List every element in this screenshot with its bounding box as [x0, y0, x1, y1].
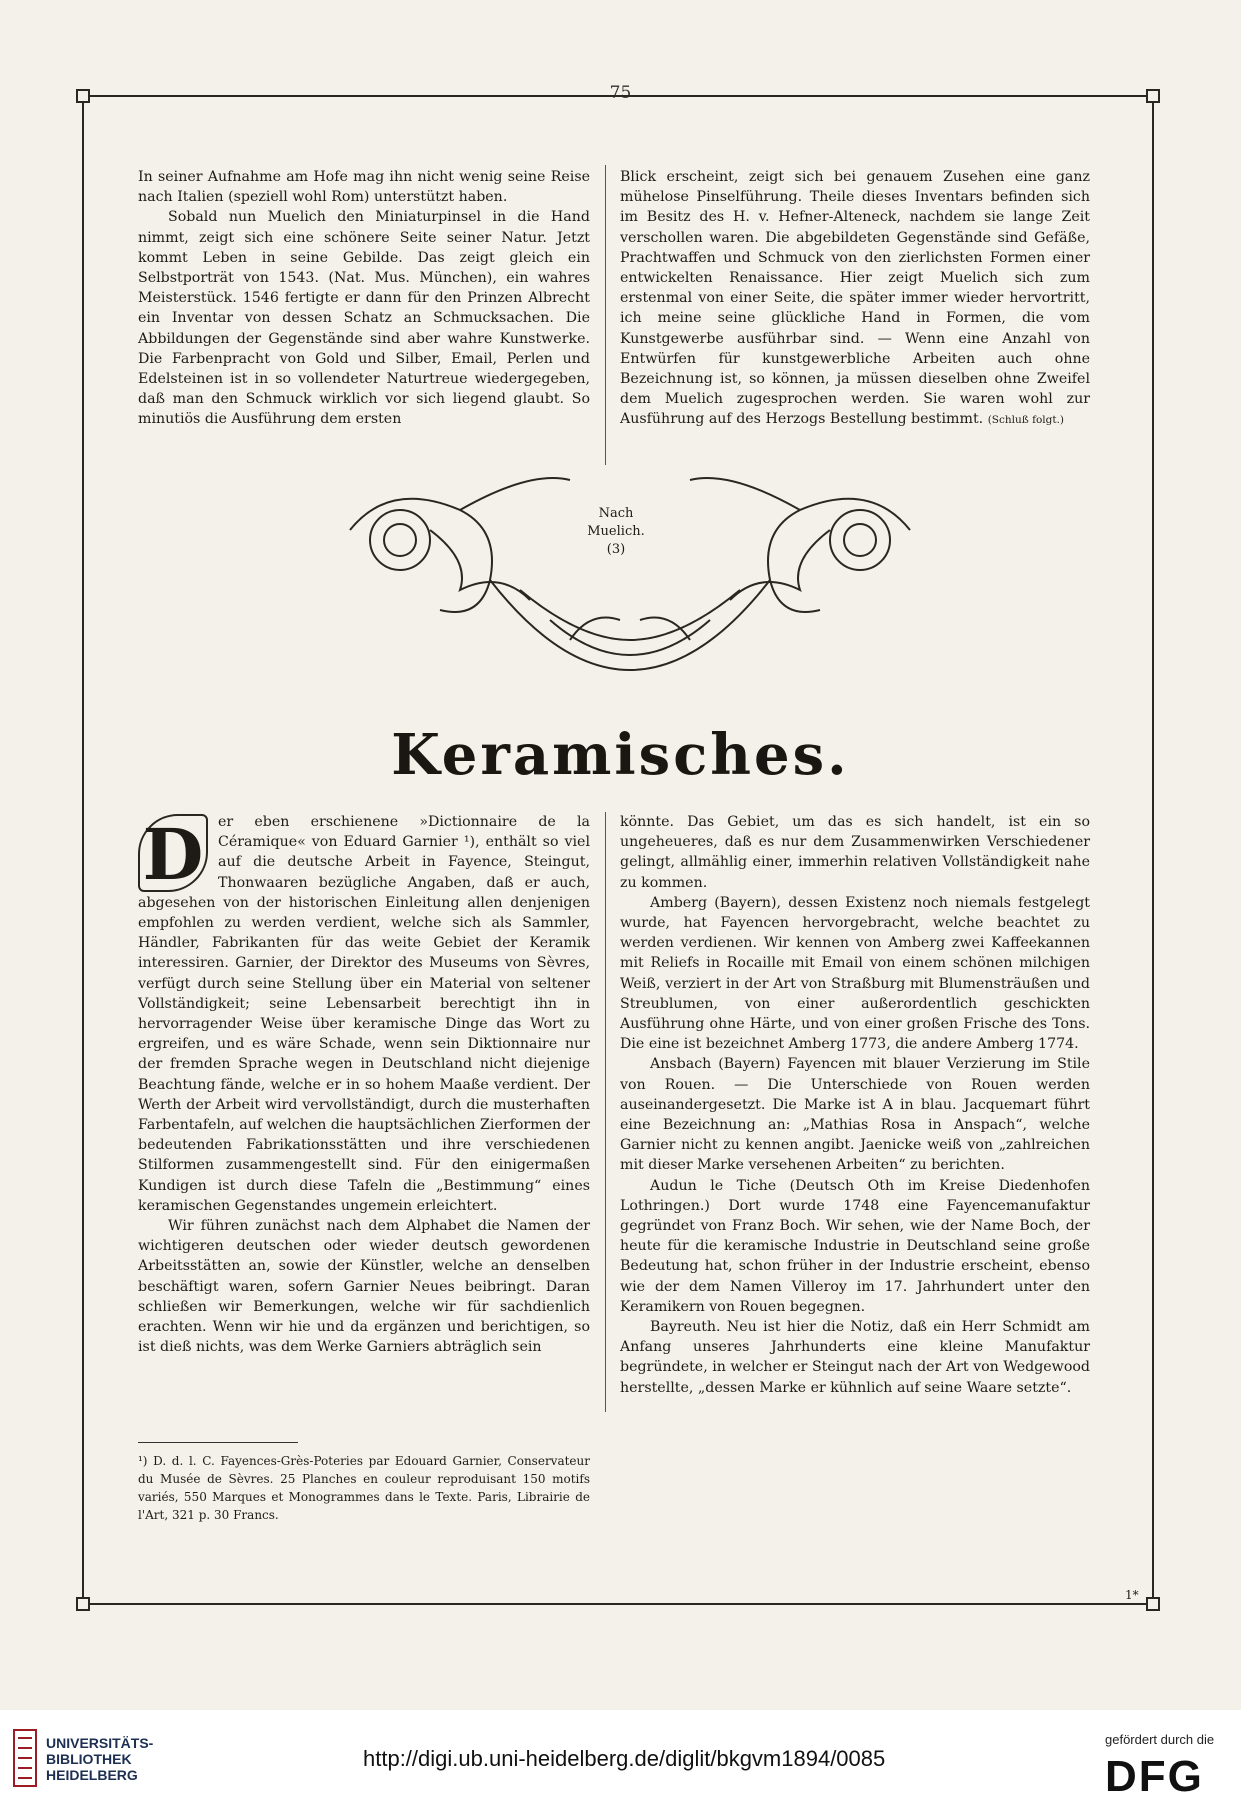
paragraph: [620, 167, 1090, 431]
ornament-illustration: [330, 470, 930, 680]
frame-corner-ornament: [1146, 1597, 1160, 1611]
paragraph: Amberg (Bayern), dessen Existenz noch niemals festgelegt wurde, hat Fayencen hervorgebracht, welche beachtet zu werden verdienen. Wir kennen von Amberg zwei Kaffeekannen mit Reliefs in Rocaille mit Email von einem schönen milchigen Weiß, verziert in der Art von Straßburg mit Blumensträußen und Streublumen, von einer außerordentlich geschickten Ausführung ohne Härte, und von einer großen Frische des Tons. Die eine ist bezeichnet Amberg 1773, die andere Amberg 1774.: [620, 894, 1090, 1053]
paragraph: Sobald nun Muelich den Miniaturpinsel in die Hand nimmt, zeigt sich eine schönere Seite seiner Natur. Jetzt kommt Leben in seine Gebilde. Das zeigt gleich ein Selbstporträt von 1543. (Nat. Mus. München), ein wahres Meisterstück. 1546 fertigte er dann für den Prinzen Albrecht ein Inventar von dessen Schatz an Schmucksachen. Die Abbildungen der Gegenstände sind aber wahre Kunstwerke. Die Farbenpracht von Gold und Silber, Email, Perlen und Edelsteinen ist in so vollendeter Naturtreue wiedergegeben, daß man den Schmuck wirklich vor sich liegend glaubt. So minutiös die Ausführung dem ersten: [138, 209, 590, 428]
footnote-rule: [138, 1442, 298, 1443]
paragraph: [138, 812, 590, 1216]
page-number: 75: [609, 83, 632, 103]
dropcap: D: [138, 814, 208, 892]
bottom-left-column: [138, 812, 590, 1357]
caption-line: Muelich.: [587, 524, 645, 539]
institution-name: [46, 1735, 153, 1783]
paragraph: Audun le Tiche (Deutsch Oth im Kreise Diedenhofen Lothringen.) Dort wurde 1748 eine Fayencemanufaktur gegründet von Franz Boch. Wir sehen, wie der Name Boch, der heute für die keramische Industrie in Deutschland seine große Bedeutung hat, schon früher in der Industrie erscheint, ebenso wie der dem Namen Villeroy im 17. Jahrhundert unter den Keramikern von Rouen begegnen.: [620, 1177, 1090, 1315]
paragraph: könnte. Das Gebiet, um das es sich handelt, ist ein so ungeheueres, daß es nur dem Zusammenwirken Verschiedener gelingt, allmählig einer, immerhin relativen Vollständigkeit nahe zu kommen.: [620, 814, 1090, 891]
top-right-column: [620, 167, 1090, 431]
footer-bar: [0, 1710, 1241, 1810]
frame-corner-ornament: [76, 89, 90, 103]
paragraph: Bayreuth. Neu ist hier die Notiz, daß ein Herr Schmidt am Anfang unseres Jahrhunderts eine kleine Manufaktur begründete, in welcher er Steingut nach der Art von Wedgewood herstellte, „dessen Marke er kühnlich auf seine Waare setzte“.: [620, 1319, 1090, 1396]
top-left-column: [138, 167, 590, 430]
dfg-logo: DFG: [1105, 1752, 1204, 1801]
column-divider: [605, 812, 606, 1412]
frame-corner-ornament: [76, 1597, 90, 1611]
paragraph: Ansbach (Bayern) Fayencen mit blauer Verzierung im Stile von Rouen. — Die Unterschiede von Rouen werden auseinandergesetzt. Die Marke ist A in blau. Jacquemart führt eine Bezeichnung an: „Mathias Rosa in Anspach“, welche Garnier nicht zu kennen angibt. Jaenicke weiß von „zahlreichen mit dieser Marke versehenen Arbeiten“ zu berichten.: [620, 1056, 1090, 1174]
column-divider: [605, 165, 606, 465]
paragraph: In seiner Aufnahme am Hofe mag ihn nicht wenig seine Reise nach Italien (speziell wohl Rom) unterstützt haben.: [138, 169, 590, 206]
signature-mark: 1*: [1125, 1588, 1139, 1602]
institution-line: BIBLIOTHEK: [46, 1751, 132, 1767]
footnote: ¹) D. d. l. C. Fayences-Grès-Poteries par Edouard Garnier, Conservateur du Musée de Sèvres. 25 Planches en couleur reproduisant 150 motifs variés, 550 Marques et Monogrammes dans le Texte. Paris, Librairie de l'Art, 321 p. 30 Francs.: [138, 1454, 590, 1522]
illustration-caption: [576, 505, 656, 559]
paragraph: Wir führen zunächst nach dem Alphabet die Namen der wichtigeren deutschen oder wieder deutsch gewordenen Arbeitsstätten an, sowie der Künstler, welche an denselben beschäftigt waren, sofern Garnier Neues beibringt. Daran schließen wir Bemerkungen, welche wir für sachdienlich erachten. Wenn wir hie und da ergänzen und berichtigen, so ist dieß nichts, was dem Werke Garniers abträglich sein: [138, 1218, 590, 1356]
sponsor-text: gefördert durch die: [1105, 1732, 1215, 1747]
section-title: Keramisches.: [391, 722, 850, 788]
continuation-note: (Schluß folgt.): [987, 414, 1065, 427]
source-url-link[interactable]: http://digi.ub.uni-heidelberg.de/diglit/bkgvm1894/0085: [363, 1746, 886, 1771]
paragraph-text: Blick erscheint, zeigt sich bei genauem Zusehen eine ganz mühelose Pinselführung. Theile dieses Inventars befinden sich im Besitz des H. v. Hefner-Alteneck, nachdem sie lange Zeit verschollen waren. Die abgebildeten Gegenstände sind Gefäße, Prachtwaffen und Schmuck von den zierlichsten Formen einer entwickelten Renaissance. Hier zeigt Muelich sich zum erstenmal von einer Seite, die später immer wieder hervortritt, ich meine seine glückliche Hand in Formen, die vom Kunstgewerbe ausführbar sind. — Wenn eine Anzahl von Entwürfen für kunstgewerbliche Arbeiten auch ohne Bezeichnung ist, so können, ja müssen dieselben ohne Zweifel dem Muelich zugesprochen werden. Sie waren wohl zur Ausführung auf des Herzogs Bestellung bestimmt.: [620, 169, 1090, 428]
frame-corner-ornament: [1146, 89, 1160, 103]
bottom-right-column: [620, 812, 1090, 1398]
caption-line: Nach: [598, 506, 634, 521]
paragraph-text: er eben erschienene »Dictionnaire de la Céramique« von Eduard Garnier ¹), enthält so viel auf die deutsche Arbeit in Fayence, Steingut, Thonwaaren bezügliche Angaben, daß er auch, abgesehen von der historischen Einleitung allen denjenigen empfohlen zu werden verdient, welche sich als Sammler, Händler, Fabrikanten für das weite Gebiet der Keramik interessiren. Garnier, der Direktor des Museums von Sèvres, verfügt durch seine Stellung über ein Material von seltener Vollständigkeit; seine Lebensarbeit berechtigt ihn in hervorragender Weise über keramische Dinge das Wort zu ergreifen, und es wäre Schade, wenn sein Diktionnaire nur der fremden Sprache wegen in Deutschland nicht diejenige Beachtung fände, welche er in so hohem Maaße verdient. Der Werth der Arbeit wird vervollständigt, durch die musterhaften Farbentafeln, auf welchen die hauptsächlichen Zierformen der bedeutenden Fabrikationsstätten und ihre verschiedenen Stilformen zusammengestellt sind. Für den einigermaßen Kundigen ist durch diese Tafeln die „Bestimmung“ eines keramischen Gegenstandes ungemein erleichtert.: [138, 814, 590, 1214]
caption-line: (3): [606, 542, 626, 557]
university-seal-icon: [12, 1728, 38, 1788]
institution-line: UNIVERSITÄTS-: [46, 1735, 154, 1751]
institution-line: HEIDELBERG: [46, 1767, 138, 1783]
